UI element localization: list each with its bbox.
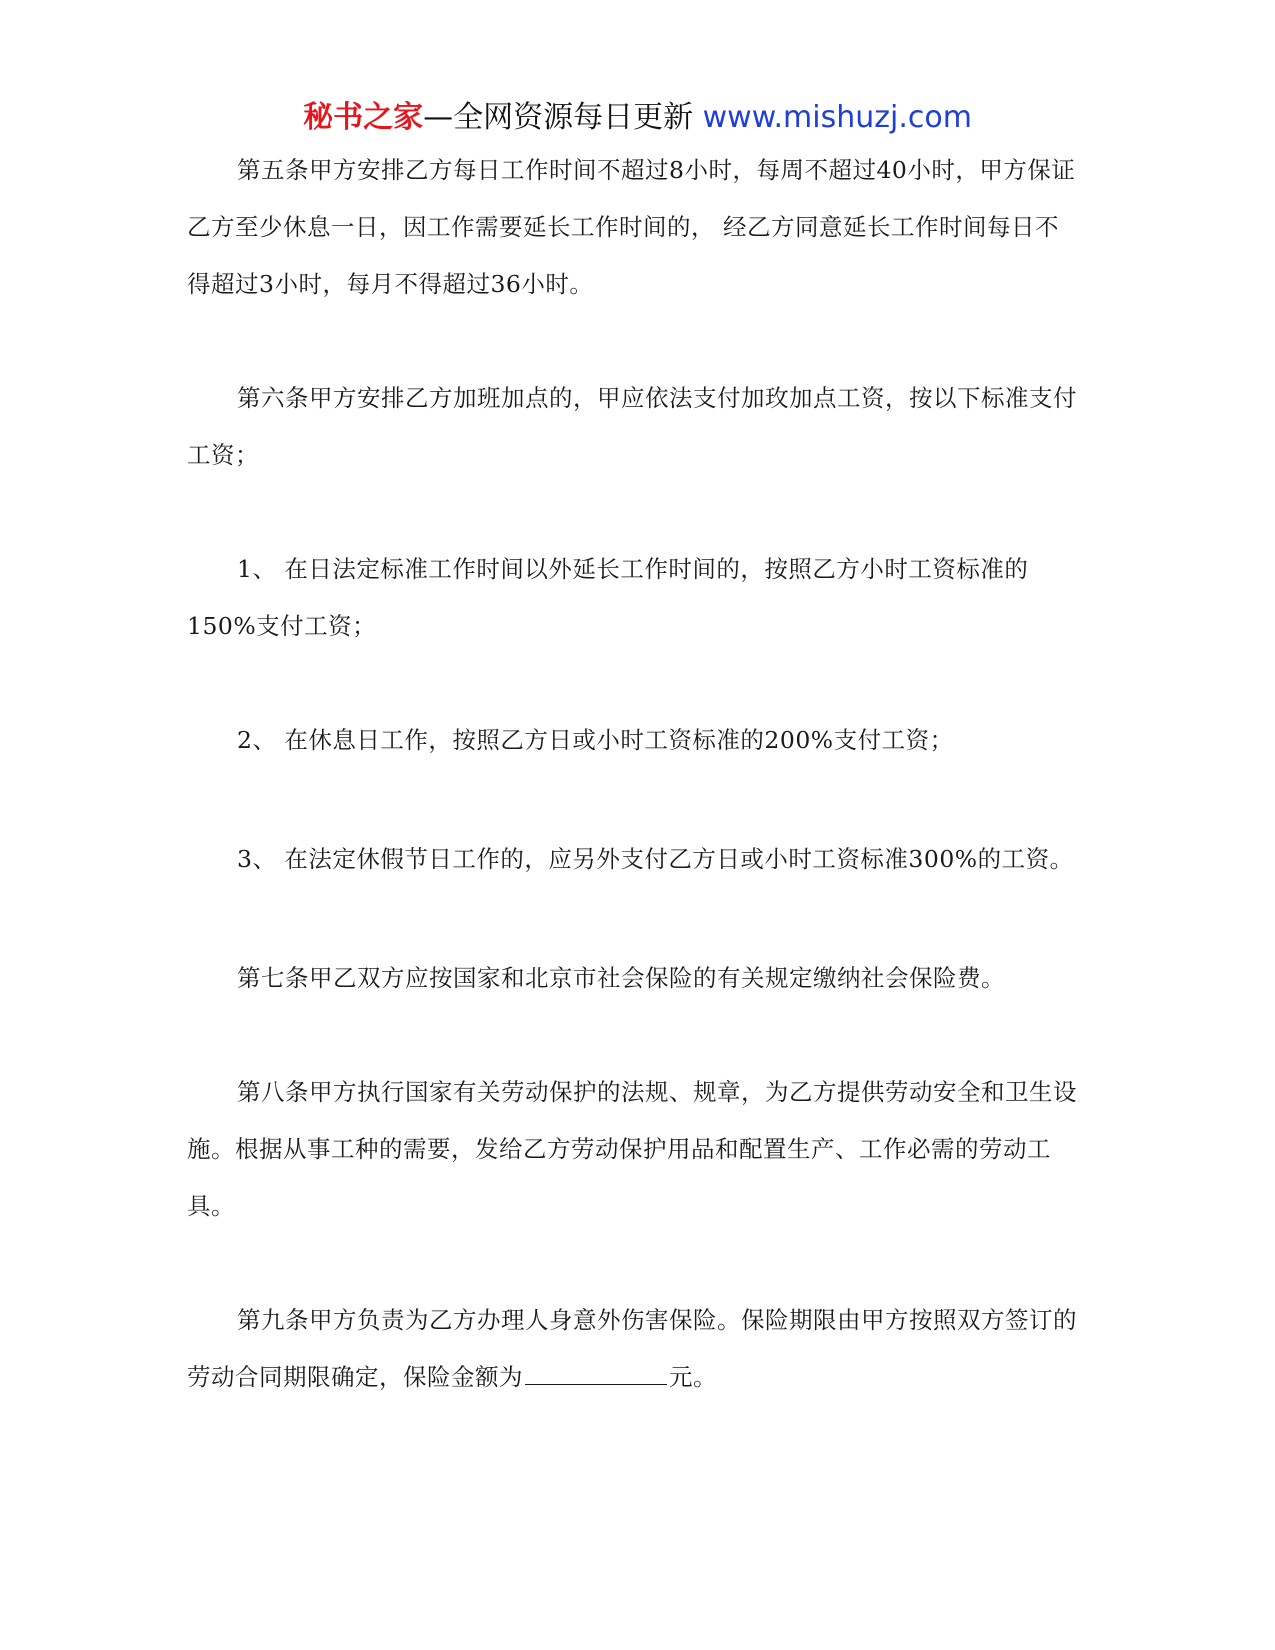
article-9 <box>187 1292 1080 1406</box>
list-item-3: 3、 在法定休假节日工作的，应另外支付乙方日或小时工资标准300%的工资。 <box>237 845 1074 873</box>
header-url[interactable]: www.mishuzj.com <box>702 100 972 135</box>
article-6: 第六条甲方安排乙方加班加点的，甲应依法支付加玫加点工资，按以下标准支付工资； <box>187 384 1077 469</box>
header-slogan: —全网资源每日更新 <box>423 100 694 135</box>
article-5: 第五条甲方安排乙方每日工作时间不超过8小时，每周不超过40小时，甲方保证乙方至少休息一日，因工作需要延长工作时间的， 经乙方同意延长工作时间每日不得超过3小时，每月不得超过36小时。 <box>187 156 1076 298</box>
list-item-1: 1、 在日法定标准工作时间以外延长工作时间的，按照乙方小时工资标准的150%支付工资； <box>187 555 1029 640</box>
list-item-2: 2、 在休息日工作，按照乙方日或小时工资标准的200%支付工资； <box>237 726 954 754</box>
article-9-suffix: 元。 <box>669 1363 717 1391</box>
article-8: 第八条甲方执行国家有关劳动保护的法规、规章，为乙方提供劳动安全和卫生设施。根据从事工种的需要，发给乙方劳动保护用品和配置生产、工作必需的劳动工具。 <box>187 1078 1077 1220</box>
document-body <box>187 142 1080 1406</box>
article-7: 第七条甲乙双方应按国家和北京市社会保险的有关规定缴纳社会保险费。 <box>237 964 1005 992</box>
site-header <box>0 98 1275 138</box>
brand-name: 秘书之家 <box>303 100 424 135</box>
insurance-amount-blank <box>525 1360 667 1385</box>
article-9-text: 第九条甲方负责为乙方办理人身意外伤害保险。保险期限由甲方按照双方签订的劳动合同期限确定，保险金额为 <box>187 1306 1077 1391</box>
